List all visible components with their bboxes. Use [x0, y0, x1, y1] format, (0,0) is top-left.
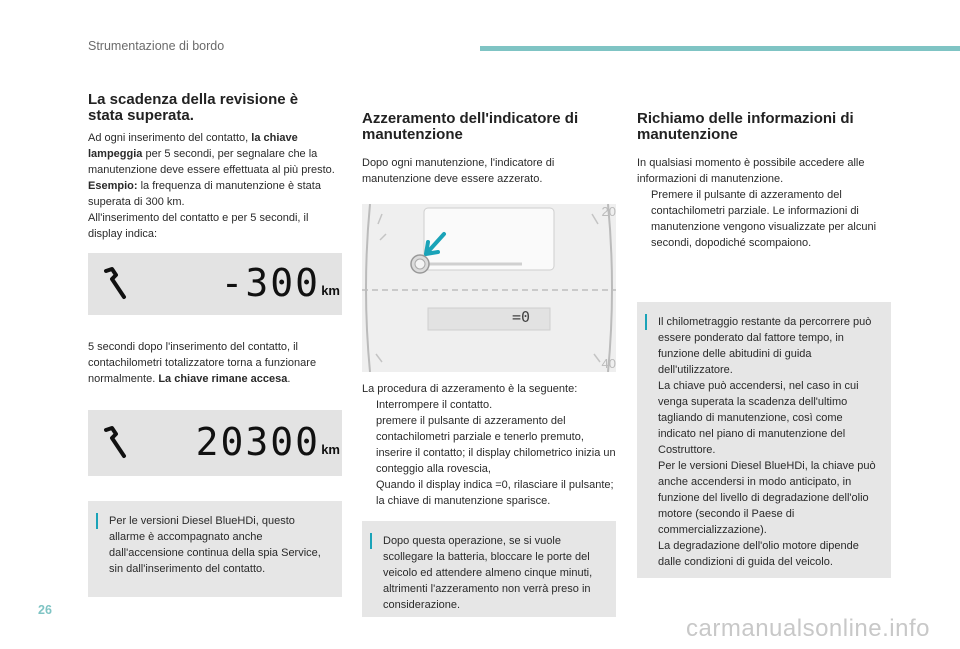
procedure-intro: La procedura di azzeramento è la seguente:	[362, 383, 578, 395]
note-remaining-mileage: Il chilometraggio restante da percorrere può essere ponderato dal fattore tempo, in funzione delle abitudini di guida dell'utilizzatore. La chiave può accendersi, nel caso in cui venga superata la scadenza dell'ultimo tagliando di manutenzione, così come indicato nel piano di manutenzione del Costruttore. Per le versioni Diesel BlueHDi, la chiave può anche accendersi in modo anticipato, in funzione del livello di degradazione dell'olio motore (secondo il Paese di commercializzazione). La degradazione dell'olio motore dipende dalle condizioni di guida del veicolo.	[637, 302, 891, 578]
recall-steps-list	[637, 187, 891, 251]
display-odometer-20300	[88, 410, 342, 476]
list-item: Quando il display indica =0, rilasciare il pulsante; la chiave di manutenzione sparisce.	[376, 479, 614, 507]
page-number: 26	[38, 603, 52, 617]
reset-intro: Dopo ogni manutenzione, l'indicatore di manutenzione deve essere azzerato.	[362, 157, 555, 185]
wrench-icon	[102, 424, 128, 460]
cluster-drawing	[362, 204, 616, 372]
list-item: Premere il pulsante di azzeramento del contachilometri parziale. Le informazioni di manutenzione vengono visualizzate per alcuni secondi, dopodiché scompaiono.	[651, 189, 877, 249]
note-battery-disconnect: Dopo questa operazione, se si vuole scollegare la batteria, bloccare le porte del veicolo ed attendere almeno cinque minuti, altrimenti l'azzeramento non verrà preso in considerazione.	[362, 521, 616, 617]
watermark: carmanualsonline.info	[686, 615, 930, 642]
cluster-display-zero: =0	[512, 308, 531, 326]
display-value: 20300	[195, 420, 320, 464]
display-unit: km	[321, 442, 340, 457]
list-item: premere il pulsante di azzeramento del contachilometri parziale e tenerlo premuto,	[376, 415, 584, 443]
cluster-scale-top: 20	[601, 204, 616, 219]
note-bluehdi-alarm: Per le versioni Diesel BlueHDi, questo allarme è accompagnato anche dall'accensione continua della spia Service, sin dall'inserimento del contatto.	[88, 501, 342, 597]
overdue-paragraph-1: Ad ogni inserimento del contatto, la chiave lampeggia per 5 secondi, per segnalare che la manutenzione deve essere effettuata al più presto. Esempio: la frequenza di manutenzione è stata superata di 300 km. All'inserimento del contatto e per 5 secondi, il display indica:	[88, 132, 335, 240]
overdue-heading: La scadenza della revisione è stata superata.	[88, 91, 299, 124]
list-item: inserire il contatto; il display chilometrico inizia un conteggio alla rovescia,	[376, 447, 616, 475]
column-reset-indicator	[362, 111, 616, 617]
recall-heading: Richiamo delle informazioni di manutenzione	[637, 110, 854, 143]
column-maintenance-overdue	[88, 92, 342, 597]
instrument-cluster-illustration	[362, 204, 616, 372]
display-value: -300	[220, 261, 320, 305]
note-accent-bar	[96, 513, 98, 529]
note-accent-bar	[370, 533, 372, 549]
recall-intro: In qualsiasi momento è possibile accedere alle informazioni di manutenzione.	[637, 157, 865, 185]
cluster-scale-bottom: 40	[601, 356, 616, 371]
reset-heading: Azzeramento dell'indicatore di manutenzione	[362, 110, 579, 143]
display-unit: km	[321, 283, 340, 298]
header-rule	[480, 46, 960, 51]
section-title: Strumentazione di bordo	[88, 39, 225, 53]
note-accent-bar	[645, 314, 647, 330]
reset-steps-list	[362, 397, 616, 509]
display-overdue-minus-300	[88, 253, 342, 315]
list-item: Interrompere il contatto.	[376, 399, 493, 411]
overdue-paragraph-2: 5 secondi dopo l'inserimento del contatto, il contachilometri totalizzatore torna a funzionare normalmente. La chiave rimane accesa.	[88, 341, 317, 385]
wrench-icon	[102, 265, 128, 301]
column-recall-info	[637, 111, 891, 578]
